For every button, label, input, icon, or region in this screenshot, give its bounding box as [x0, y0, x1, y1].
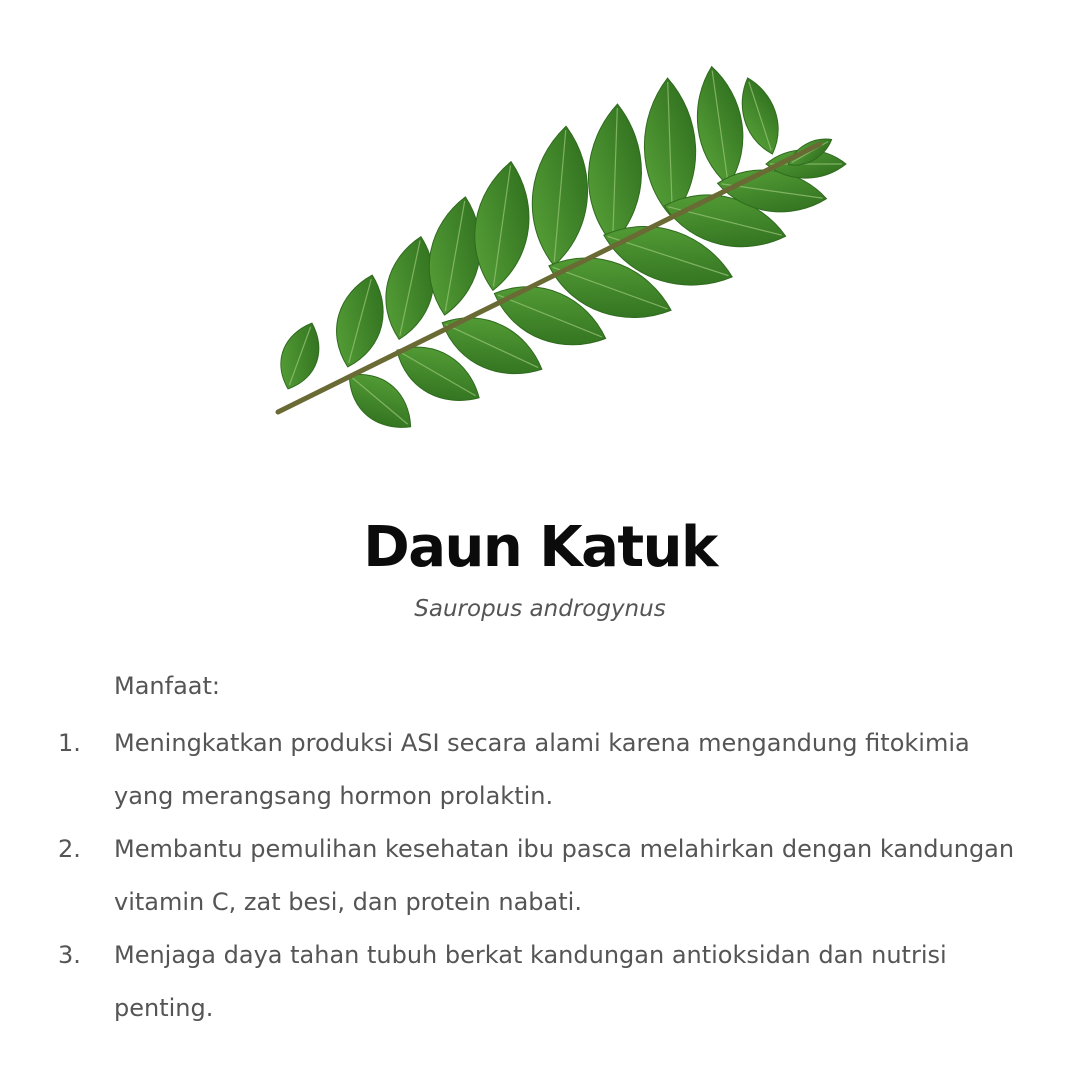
leaf-shape [586, 103, 644, 245]
list-item [58, 823, 1018, 929]
leaf-branch-illustration [210, 56, 870, 436]
list-number: 1. [58, 729, 81, 757]
scientific-name: Sauropus androgynus [414, 596, 666, 622]
list-item-text: Meningkatkan produksi ASI secara alami karena mengandung fitokimia yang merangsang hormon prolaktin. [114, 729, 970, 810]
list-item-text: Menjaga daya tahan tubuh berkat kandungan antioksidan dan nutrisi penting. [114, 941, 947, 1022]
list-item [58, 929, 1018, 1035]
list-item [58, 717, 1018, 823]
leaf-shape [467, 158, 538, 294]
katuk-leaf-image [210, 56, 870, 436]
benefits-heading: Manfaat: [114, 672, 220, 700]
benefits-list [58, 717, 1018, 1035]
leaf-shape [527, 124, 594, 268]
leaf-shape [271, 317, 328, 395]
page-title: Daun Katuk [363, 515, 717, 580]
list-number: 2. [58, 835, 81, 863]
list-item-text: Membantu pemulihan kesehatan ibu pasca melahirkan dengan kandungan vitamin C, zat besi, dan protein nabati. [114, 835, 1015, 916]
list-number: 3. [58, 941, 81, 969]
leaf-shape [690, 64, 750, 189]
